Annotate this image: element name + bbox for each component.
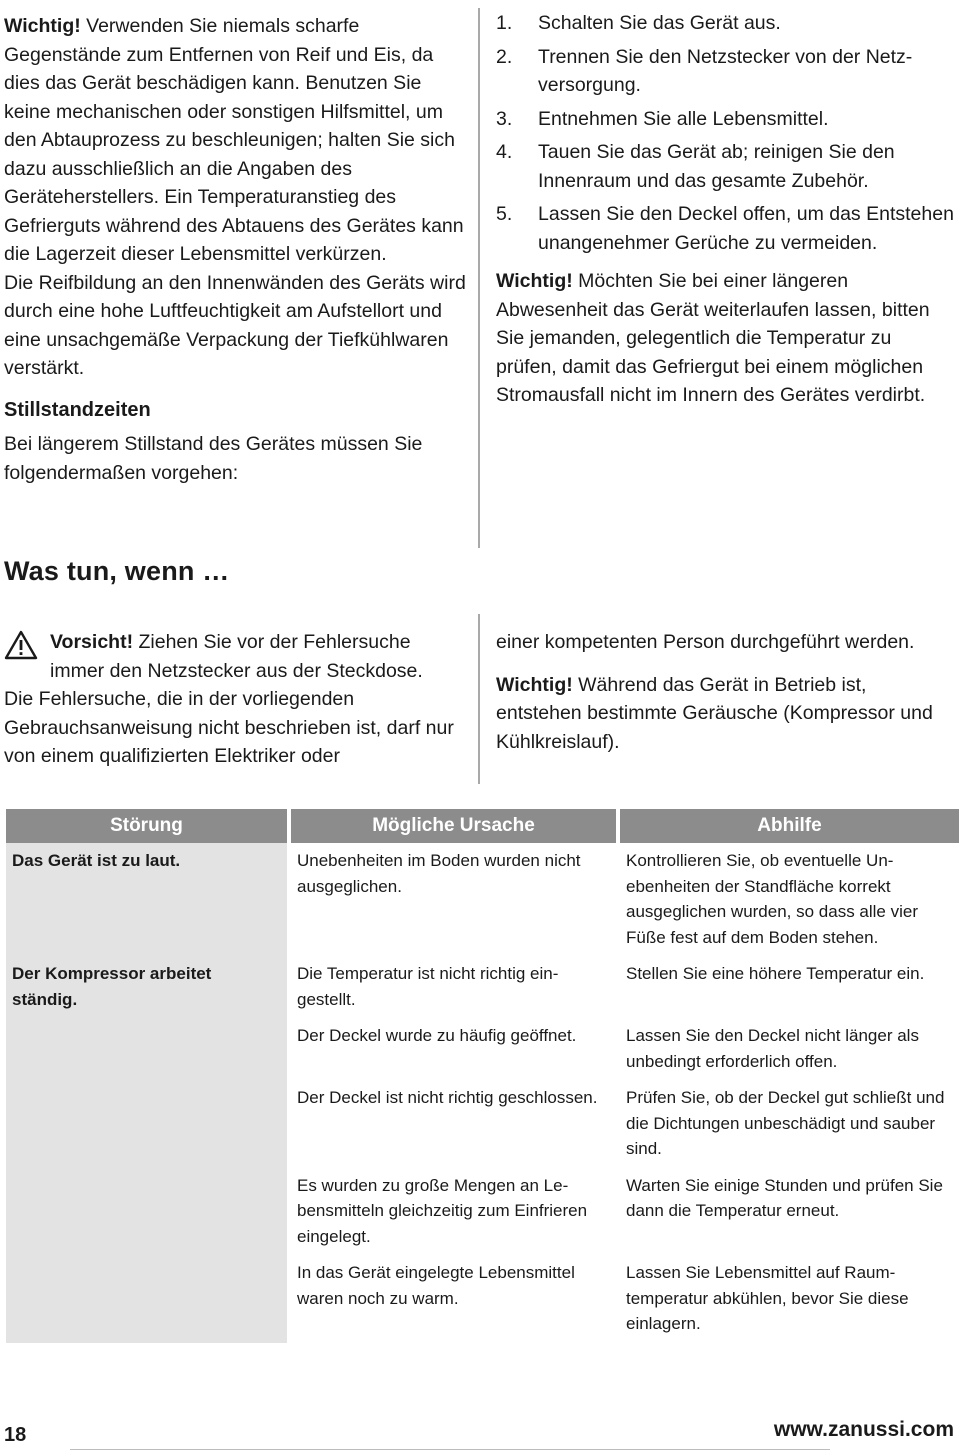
remedy-cell: Prüfen Sie, ob der Deckel gut schließt und die Dichtungen unbeschädigt und sauber sind.	[626, 1088, 945, 1158]
downtime-heading: Stillstandzeiten	[4, 398, 151, 421]
remedy-cell: Stellen Sie eine höhere Temperatur ein.	[626, 964, 925, 983]
list-item: 3. Entnehmen Sie alle Lebensmittel.	[496, 107, 829, 130]
left-column-top	[4, 12, 470, 487]
list-item: 4. Tauen Sie das Gerät ab; reinigen Sie den Innenraum und das gesamte Zubehör.	[496, 141, 895, 192]
remedy-cell: Kontrollieren Sie, ob eventuelle Unebenheiten der Standfläche korrekt ausgeglichen wurden, so dass alle vier Füße fest auf dem Boden stehen.	[626, 851, 919, 947]
problem-cell	[6, 1018, 287, 1080]
section-title: Was tun, wenn …	[4, 556, 230, 586]
important-label: Wichtig!	[496, 270, 573, 292]
problem-cell: Das Gerät ist zu laut.	[6, 843, 287, 956]
important-label: Wichtig!	[496, 673, 573, 696]
table-row	[6, 843, 959, 956]
right-column-top	[496, 9, 956, 410]
noise-note: Wichtig! Während das Gerät in Betrieb ist, entstehen bestimmte Geräusche (Kompressor und Kühlkreislauf).	[496, 673, 933, 753]
footer-website: www.zanussi.com	[773, 1418, 954, 1441]
cause-cell: Der Deckel ist nicht richtig geschlossen.	[297, 1088, 598, 1107]
table-row	[6, 1168, 959, 1256]
table-row	[6, 1018, 959, 1080]
troubleshooting-paragraph: Die Fehlersuche, die in der vorliegenden Gebrauchsanweisung nicht beschrieben ist, darf nur von einem qualifizierten Elektriker oder	[4, 688, 454, 767]
downtime-intro: Bei längerem Stillstand des Gerätes müssen Sie folgendermaßen vorgehen:	[4, 433, 423, 484]
list-item: 1. Schalten Sie das Gerät aus.	[496, 12, 781, 34]
important-label: Wichtig!	[4, 15, 81, 37]
troubleshooting-table	[2, 809, 960, 1343]
remedy-cell: Lassen Sie Lebensmittel auf Raumtemperatur abkühlen, bevor Sie diese einlagern.	[626, 1263, 909, 1333]
defrost-warning-paragraph	[4, 12, 470, 269]
column-divider-top	[478, 8, 480, 548]
left-column-middle	[4, 628, 470, 771]
table-row	[6, 1255, 959, 1343]
table-row	[6, 956, 959, 1018]
caution-label: Vorsicht!	[50, 631, 134, 653]
problem-cell: Der Kompressor arbeitet ständig.	[6, 956, 287, 1018]
right-column-middle	[496, 628, 956, 756]
cause-cell: In das Gerät eingelegte Lebensmittel waren noch zu warm.	[297, 1263, 575, 1308]
remedy-cell: Warten Sie einige Stunden und prüfen Sie dann die Temperatur erneut.	[626, 1175, 943, 1220]
frost-formation-paragraph: Die Reifbildung an den Innenwänden des Geräts wird durch eine hohe Luftfeuchtigkeit am Aufstellort und eine unsachgemäße Verpackung der Tiefkühlwaren verstärkt.	[4, 271, 466, 379]
page-number: 18	[4, 1424, 27, 1446]
problem-cell	[6, 1255, 287, 1343]
table-row	[6, 1080, 959, 1168]
column-divider-middle	[478, 614, 480, 784]
cause-cell: Der Deckel wurde zu häufig geöffnet.	[297, 1026, 577, 1045]
list-item: 2. Trennen Sie den Netzstecker von der Netzversorgung.	[496, 45, 913, 96]
warning-triangle-icon	[4, 630, 38, 660]
caution-block: Vorsicht! Ziehen Sie vor der Fehlersuche immer den Netzstecker aus der Steckdose.	[4, 628, 470, 685]
remedy-cell: Lassen Sie den Deckel nicht länger als unbedingt erforderlich offen.	[626, 1026, 919, 1071]
troubleshooting-continued: einer kompetenten Person durchgeführt werden.	[496, 631, 915, 653]
cause-cell: Unebenheiten im Boden wurden nicht ausgeglichen.	[297, 851, 581, 896]
downtime-steps-list	[496, 9, 956, 257]
footer-divider	[70, 1449, 830, 1450]
list-item: 5. Lassen Sie den Deckel offen, um das Entstehen unangenehmer Gerüche zu vermeiden.	[496, 203, 954, 254]
problem-cell	[6, 1168, 287, 1256]
table-header-cause: Mögliche Ursache	[291, 809, 616, 843]
table-header-problem: Störung	[6, 809, 287, 843]
table-header-remedy: Abhilfe	[620, 809, 959, 843]
absence-note: Wichtig! Möchten Sie bei einer längeren Abwesenheit das Gerät weiterlaufen lassen, bitten Sie jemanden, gelegentlich die Temperatur zu prüfen, damit das Gefriergut bei einem möglichen Stromausfall nicht im Innern des Gerätes verdirbt.	[496, 270, 930, 406]
problem-cell	[6, 1080, 287, 1168]
cause-cell: Die Temperatur ist nicht richtig eingestellt.	[297, 964, 559, 1009]
cause-cell: Es wurden zu große Mengen an Lebensmitteln gleichzeitig zum Einfrieren eingelegt.	[297, 1175, 588, 1246]
defrost-warning-text: Verwenden Sie niemals scharfe Gegenstände zum Entfernen von Reif und Eis, da dies das Gerät beschädigen kann. Benutzen Sie keine mechanischen oder sonstigen Hilfsmittel, um den Abtauprozess zu beschleunigen; halten Sie sich dazu ausschließlich an die Angaben des Geräteherstellers. Ein Temperaturanstieg des Gefrierguts während des Abtauens des Gerätes kann die Lagerzeit dieser Lebensmittel verkürzen.	[4, 15, 464, 265]
